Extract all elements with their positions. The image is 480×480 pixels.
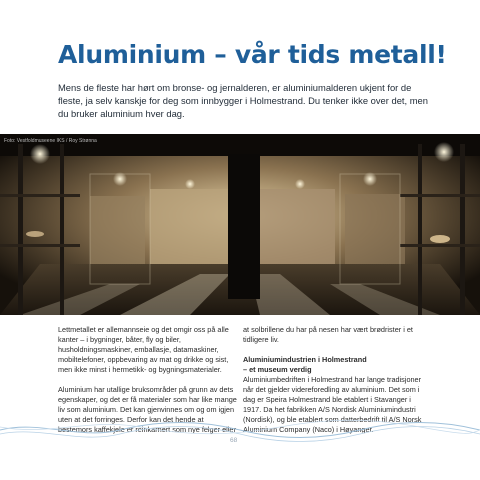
museum-interior-image bbox=[0, 134, 480, 315]
body-paragraph: Aluminium har utallige bruksområder på grunn av dets egenskaper, og det er få materialer som har like mange liv som aluminium. Det kan gjenvinnes om og om igjen uten at det forringes. Derfor kan det hende at bestemors kaffekjele er reinkarnert som nye felger eller bbox=[58, 385, 237, 434]
body-paragraph: Lettmetallet er allemannseie og det omgir oss på alle kanter – i bygninger, båter, fly og biler, husholdningsmaskiner, emballasje, datamaskiner, mobiltelefoner, oppbevaring av mat og drikke og sist, men ikke minst i hermetikk- og bygningsmaterialer. bbox=[58, 325, 229, 374]
page-title: Aluminium – vår tids metall! bbox=[58, 40, 447, 69]
wave-decoration bbox=[0, 410, 480, 450]
photo-credit: Foto: Vestfoldmuseene IKS / Roy Strønna bbox=[4, 138, 97, 144]
section-heading: Aluminiumindustrien i Holmestrand bbox=[243, 355, 367, 364]
page-number: 68 bbox=[230, 437, 238, 444]
museum-photo bbox=[0, 134, 480, 315]
section-subheading: – et museum verdig bbox=[243, 365, 312, 374]
body-paragraph: at solbrillene du har på nesen har vært brødrister i et tidligere liv. bbox=[243, 325, 413, 344]
body-paragraph: Aluminiumbedriften i Holmestrand har lange tradisjoner når det gjelder videreforedling av aluminium. Det som i dag er Speira Holmestrand ble etablert i Stavanger i 1917. Da het fabrikken A/S Nordisk Aluminiumindustri (Nordisk), og ble etablert som datterbedrift til A/S Norsk Aluminium Company (Naco) i Høyanger. bbox=[243, 375, 422, 434]
lead-paragraph: Mens de fleste har hørt om bronse- og jernalderen, er aluminiumalderen ukjent for de fleste, ja selv kanskje for deg som innbygger i Holmestrand. Du tenker ikke over det, men du bruker aluminium hver dag. bbox=[58, 82, 428, 119]
